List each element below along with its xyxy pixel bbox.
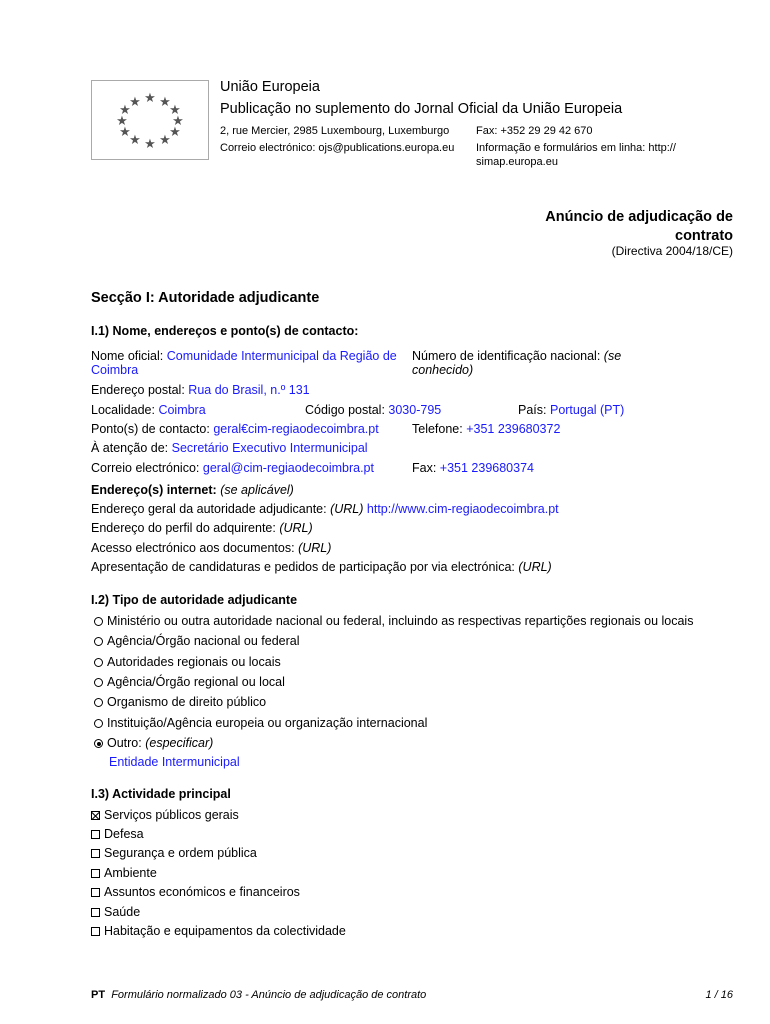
postal-row [91, 383, 310, 397]
authority-option-other[interactable] [94, 736, 213, 750]
phone-value: +351 239680372 [466, 422, 561, 436]
other-value: Entidade Intermunicipal [109, 755, 240, 769]
postal-label: Endereço postal: [91, 383, 185, 397]
country-row [518, 403, 624, 417]
i1-heading: I.1) Nome, endereços e ponto(s) de contacto: [91, 324, 359, 338]
country-label: País: [518, 403, 547, 417]
footer [91, 989, 426, 1001]
email-row [91, 461, 374, 475]
header-email: Correio electrónico: ojs@publications.europa.eu [220, 142, 455, 154]
option-label: Defesa [104, 827, 144, 841]
option-label: Saúde [104, 905, 141, 919]
activity-option[interactable] [91, 924, 346, 938]
radio-icon[interactable] [94, 698, 103, 707]
general-url-label: Endereço geral da autoridade adjudicante: [91, 502, 327, 516]
option-label: Serviços públicos gerais [104, 808, 239, 822]
page-number: 1 / 16 [705, 989, 733, 1001]
contact-value[interactable]: geral€cim-regiaodecoimbra.pt [213, 422, 379, 436]
contact-row [91, 422, 379, 436]
section-heading: Secção I: Autoridade adjudicante [91, 290, 320, 306]
attention-value: Secretário Executivo Intermunicipal [171, 441, 368, 455]
option-label: Assuntos económicos e financeiros [104, 885, 300, 899]
header-fax: Fax: +352 29 29 42 670 [476, 125, 593, 137]
internet-label: Endereço(s) internet: [91, 483, 217, 497]
city-value: Coimbra [158, 403, 206, 417]
zip-value: 3030-795 [388, 403, 442, 417]
national-id-label: Número de identificação nacional: [412, 349, 601, 363]
fax-value: +351 239680374 [439, 461, 534, 475]
svg-text:★: ★ [144, 136, 156, 151]
buyer-profile-label: Endereço do perfil do adquirente: [91, 521, 276, 535]
national-id-note-2: conhecido) [412, 363, 474, 377]
checkbox-icon[interactable] [91, 830, 100, 839]
svg-text:★: ★ [159, 94, 171, 109]
radio-icon[interactable] [94, 637, 103, 646]
authority-option[interactable] [94, 675, 285, 689]
svg-text:★: ★ [119, 102, 131, 117]
city-label: Localidade: [91, 403, 155, 417]
footer-form: Formulário normalizado 03 - Anúncio de adjudicação de contrato [111, 989, 427, 1001]
radio-selected-icon[interactable] [94, 739, 103, 748]
fax-row [412, 461, 534, 475]
internet-note: (se aplicável) [220, 483, 294, 497]
authority-option[interactable] [94, 655, 281, 669]
submission-label: Apresentação de candidaturas e pedidos de participação por via electrónica: [91, 560, 515, 574]
svg-text:★: ★ [169, 102, 181, 117]
activity-option[interactable] [91, 808, 239, 822]
radio-icon[interactable] [94, 719, 103, 728]
name-value-2: Coimbra [91, 363, 139, 377]
header-info-line2: simap.europa.eu [476, 156, 558, 168]
svg-text:★: ★ [172, 113, 184, 128]
directive: (Directiva 2004/18/CE) [611, 244, 733, 258]
attention-row [91, 441, 368, 455]
submission-row [91, 560, 552, 574]
attention-label: À atenção de: [91, 441, 169, 455]
general-url-row [91, 502, 559, 516]
option-label: Instituição/Agência europeia ou organização internacional [107, 716, 428, 730]
checkbox-icon[interactable] [91, 908, 100, 917]
city-row [91, 403, 206, 417]
option-label: Ambiente [104, 866, 157, 880]
submission-note: (URL) [518, 560, 552, 574]
svg-text:★: ★ [129, 132, 141, 147]
svg-text:★: ★ [159, 132, 171, 147]
zip-row [305, 403, 441, 417]
radio-icon[interactable] [94, 617, 103, 626]
authority-option[interactable] [94, 695, 266, 709]
option-label: Outro: [107, 736, 142, 750]
header-info-line1: Informação e formulários em linha: http:// [476, 142, 676, 154]
activity-option[interactable] [91, 866, 157, 880]
other-note: (especificar) [145, 736, 214, 750]
i3-heading: I.3) Actividade principal [91, 787, 231, 801]
eu-logo [91, 80, 209, 160]
phone-row [412, 422, 560, 436]
buyer-profile-note: (URL) [279, 521, 313, 535]
name-row-1 [91, 349, 397, 363]
authority-option[interactable] [94, 634, 300, 648]
electronic-access-note: (URL) [298, 541, 332, 555]
authority-option[interactable] [94, 614, 693, 628]
option-label: Autoridades regionais ou locais [107, 655, 281, 669]
checkbox-icon[interactable] [91, 869, 100, 878]
fax-label: Fax: [412, 461, 437, 475]
option-label: Agência/Órgão nacional ou federal [107, 634, 300, 648]
activity-option[interactable] [91, 905, 140, 919]
footer-lang: PT [91, 989, 106, 1001]
checkbox-icon[interactable] [91, 927, 100, 936]
authority-option[interactable] [94, 716, 427, 730]
option-label: Segurança e ordem pública [104, 846, 257, 860]
header-org: União Europeia [220, 79, 320, 95]
i2-heading: I.2) Tipo de autoridade adjudicante [91, 593, 298, 607]
electronic-access-label: Acesso electrónico aos documentos: [91, 541, 295, 555]
email-label: Correio electrónico: [91, 461, 200, 475]
option-label: Ministério ou outra autoridade nacional ou federal, incluindo as respectivas repartições regionais ou locais [107, 614, 694, 628]
svg-text:★: ★ [144, 90, 156, 105]
name-label: Nome oficial: [91, 349, 164, 363]
general-url-note: (URL) [330, 502, 364, 516]
radio-icon[interactable] [94, 678, 103, 687]
contact-label: Ponto(s) de contacto: [91, 422, 210, 436]
notice-title [545, 208, 733, 246]
svg-text:★: ★ [169, 124, 181, 139]
electronic-access-row [91, 541, 331, 555]
activity-option[interactable] [91, 885, 300, 899]
option-label: Agência/Órgão regional ou local [107, 675, 285, 689]
checkbox-icon[interactable] [91, 849, 100, 858]
buyer-profile-row [91, 521, 313, 535]
zip-label: Código postal: [305, 403, 385, 417]
option-label: Organismo de direito público [107, 695, 267, 709]
notice-title-line1: Anúncio de adjudicação de [545, 209, 733, 225]
postal-value: Rua do Brasil, n.º 131 [188, 383, 310, 397]
activity-option[interactable] [91, 827, 144, 841]
country-value: Portugal (PT) [549, 403, 625, 417]
notice-title-line2: contrato [675, 228, 733, 244]
checkbox-checked-icon[interactable] [91, 811, 100, 820]
internet-row [91, 483, 294, 497]
national-id-note: (se [603, 349, 622, 363]
general-url-link[interactable]: http://www.cim-regiaodecoimbra.pt [366, 502, 559, 516]
phone-label: Telefone: [412, 422, 463, 436]
name-value: Comunidade Intermunicipal da Região de [166, 349, 397, 363]
checkbox-icon[interactable] [91, 888, 100, 897]
eu-stars-icon [92, 81, 208, 159]
national-id [412, 349, 621, 363]
header-address: 2, rue Mercier, 2985 Luxembourg, Luxemburgo [220, 125, 450, 137]
option-label: Habitação e equipamentos da colectividade [104, 924, 346, 938]
radio-icon[interactable] [94, 658, 103, 667]
activity-option[interactable] [91, 846, 257, 860]
svg-text:★: ★ [119, 124, 131, 139]
svg-text:★: ★ [116, 113, 128, 128]
svg-text:★: ★ [129, 94, 141, 109]
email-link[interactable]: geral@cim-regiaodecoimbra.pt [202, 461, 374, 475]
header-publication: Publicação no suplemento do Jornal Oficial da União Europeia [220, 101, 623, 117]
